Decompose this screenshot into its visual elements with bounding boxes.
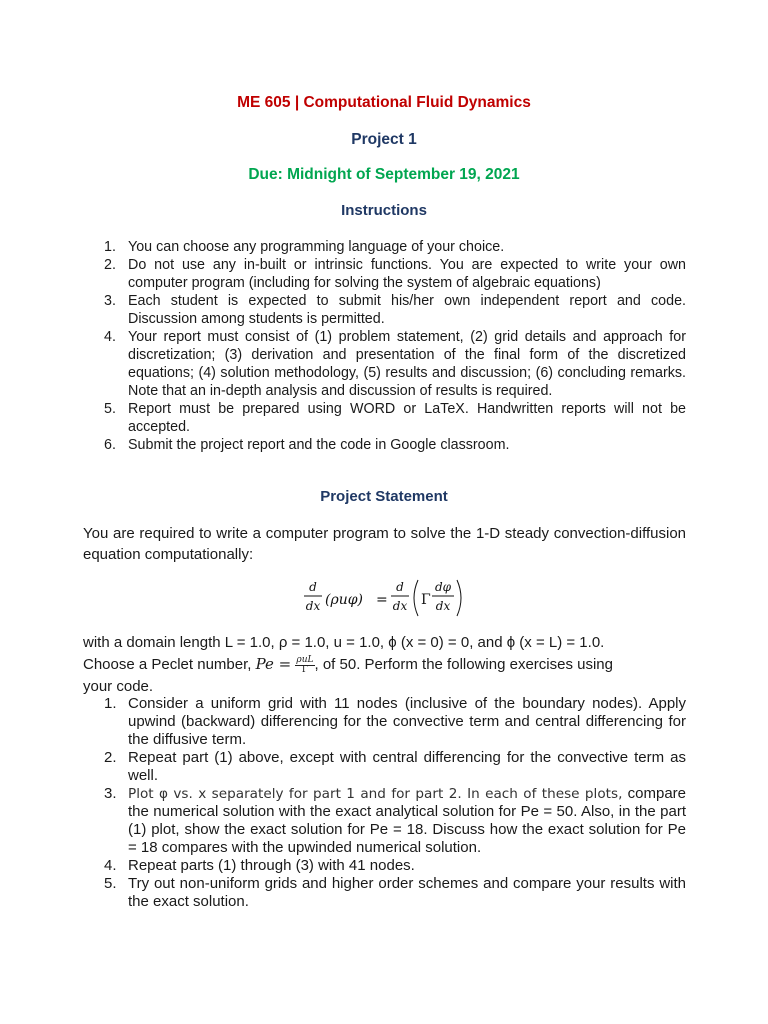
exercise-text-plot: Plot φ vs. x separately for part 1 and for part 2. In each of these plots, bbox=[128, 786, 623, 802]
peclet-numerator: ρuL bbox=[296, 654, 314, 665]
peclet-line bbox=[83, 654, 686, 675]
exercise-number: 2. bbox=[104, 749, 117, 766]
statement-intro: You are required to write a computer program to solve the 1-D steady convection-diffusion equation computationally: bbox=[83, 525, 686, 563]
instruction-item bbox=[104, 328, 686, 400]
exercise-text: Repeat parts (1) through (3) with 41 nodes. bbox=[128, 857, 415, 874]
instruction-item bbox=[104, 436, 686, 454]
peclet-denominator: Γ bbox=[301, 664, 309, 675]
eq-dx-left: dx bbox=[305, 599, 321, 613]
due-date: Due: Midnight of September 19, 2021 bbox=[248, 166, 520, 183]
instruction-number: 3. bbox=[104, 293, 116, 309]
course-title: ME 605 | Computational Fluid Dynamics bbox=[237, 94, 531, 111]
exercises-list bbox=[104, 695, 686, 911]
eq-d-top-left: d bbox=[309, 580, 317, 594]
instruction-number: 6. bbox=[104, 437, 116, 453]
exercise-number: 4. bbox=[104, 857, 117, 874]
domain-parameters: with a domain length L = 1.0, ρ = 1.0, u = 1.0, ϕ (x = 0) = 0, and ϕ (x = L) = 1.0. bbox=[83, 634, 605, 651]
eq-d-top-right: d bbox=[396, 580, 404, 594]
exercise-text: compare the numerical solution with the exact analytical solution for Pe = 50. Also, in the part (1) plot, show the exact solution for Pe = 18. Discuss how the exact solution for Pe = 18 compares with the upwinded numerical solution. bbox=[128, 785, 686, 856]
instruction-text: Submit the project report and the code in Google classroom. bbox=[128, 437, 510, 453]
eq-gamma: Γ bbox=[421, 592, 431, 608]
instruction-item bbox=[104, 292, 686, 328]
convection-diffusion-equation bbox=[0, 574, 768, 624]
eq-dphi: dφ bbox=[434, 580, 452, 594]
project-statement-heading: Project Statement bbox=[320, 488, 448, 505]
instruction-text: Your report must consist of (1) problem statement, (2) grid details and approach for discretization; (3) derivation and presentation of the final form of the discretized equations; (4) solution methodology, (5) results and discussion; (6) concluding remarks. Note that an in-depth analysis and discussion of results is required. bbox=[128, 329, 686, 399]
peclet-prefix: Choose a Peclet number, bbox=[83, 656, 252, 673]
peclet-fraction bbox=[295, 656, 314, 675]
eq-dx-inner: dx bbox=[435, 599, 451, 613]
peclet-symbol: Pe = bbox=[255, 655, 292, 673]
instruction-item bbox=[104, 400, 686, 436]
code-line: your code. bbox=[83, 678, 154, 695]
exercise-number: 5. bbox=[104, 875, 117, 892]
exercise-text: Try out non-uniform grids and higher order schemes and compare your results with the exact solution. bbox=[128, 875, 686, 910]
eq-rho-u-phi: (ρuφ) bbox=[325, 592, 363, 608]
eq-dx-right: dx bbox=[392, 599, 408, 613]
instruction-text: Each student is expected to submit his/her own independent report and code. Discussion among students is permitted. bbox=[128, 293, 686, 327]
instruction-text: You can choose any programming language of your choice. bbox=[128, 239, 505, 255]
peclet-suffix: , of 50. Perform the following exercises using bbox=[314, 656, 613, 673]
instruction-item bbox=[104, 238, 686, 256]
exercise-item bbox=[104, 875, 686, 911]
instructions-list bbox=[104, 238, 686, 454]
exercise-number: 3. bbox=[104, 785, 117, 802]
instruction-number: 1. bbox=[104, 239, 116, 255]
exercise-text: Repeat part (1) above, except with central differencing for the convective term as well. bbox=[128, 749, 686, 784]
exercise-item bbox=[104, 749, 686, 785]
exercise-item bbox=[104, 785, 686, 857]
instruction-number: 2. bbox=[104, 257, 116, 273]
instruction-text: Do not use any in-built or intrinsic functions. You are expected to write your own computer program (including for solving the system of algebraic equations) bbox=[128, 257, 686, 291]
exercise-number: 1. bbox=[104, 695, 117, 712]
exercise-text: Consider a uniform grid with 11 nodes (inclusive of the boundary nodes). Apply upwind (backward) differencing for the convective term and central differencing for the diffusive term. bbox=[128, 695, 686, 748]
instruction-item bbox=[104, 256, 686, 292]
project-title: Project 1 bbox=[351, 131, 417, 148]
exercise-item bbox=[104, 857, 686, 875]
exercise-item bbox=[104, 695, 686, 749]
instruction-number: 5. bbox=[104, 401, 116, 417]
instruction-text: Report must be prepared using WORD or LaTeX. Handwritten reports will not be accepted. bbox=[128, 401, 686, 435]
instruction-number: 4. bbox=[104, 329, 116, 345]
instructions-heading: Instructions bbox=[341, 202, 427, 219]
eq-equals: = bbox=[376, 592, 388, 608]
